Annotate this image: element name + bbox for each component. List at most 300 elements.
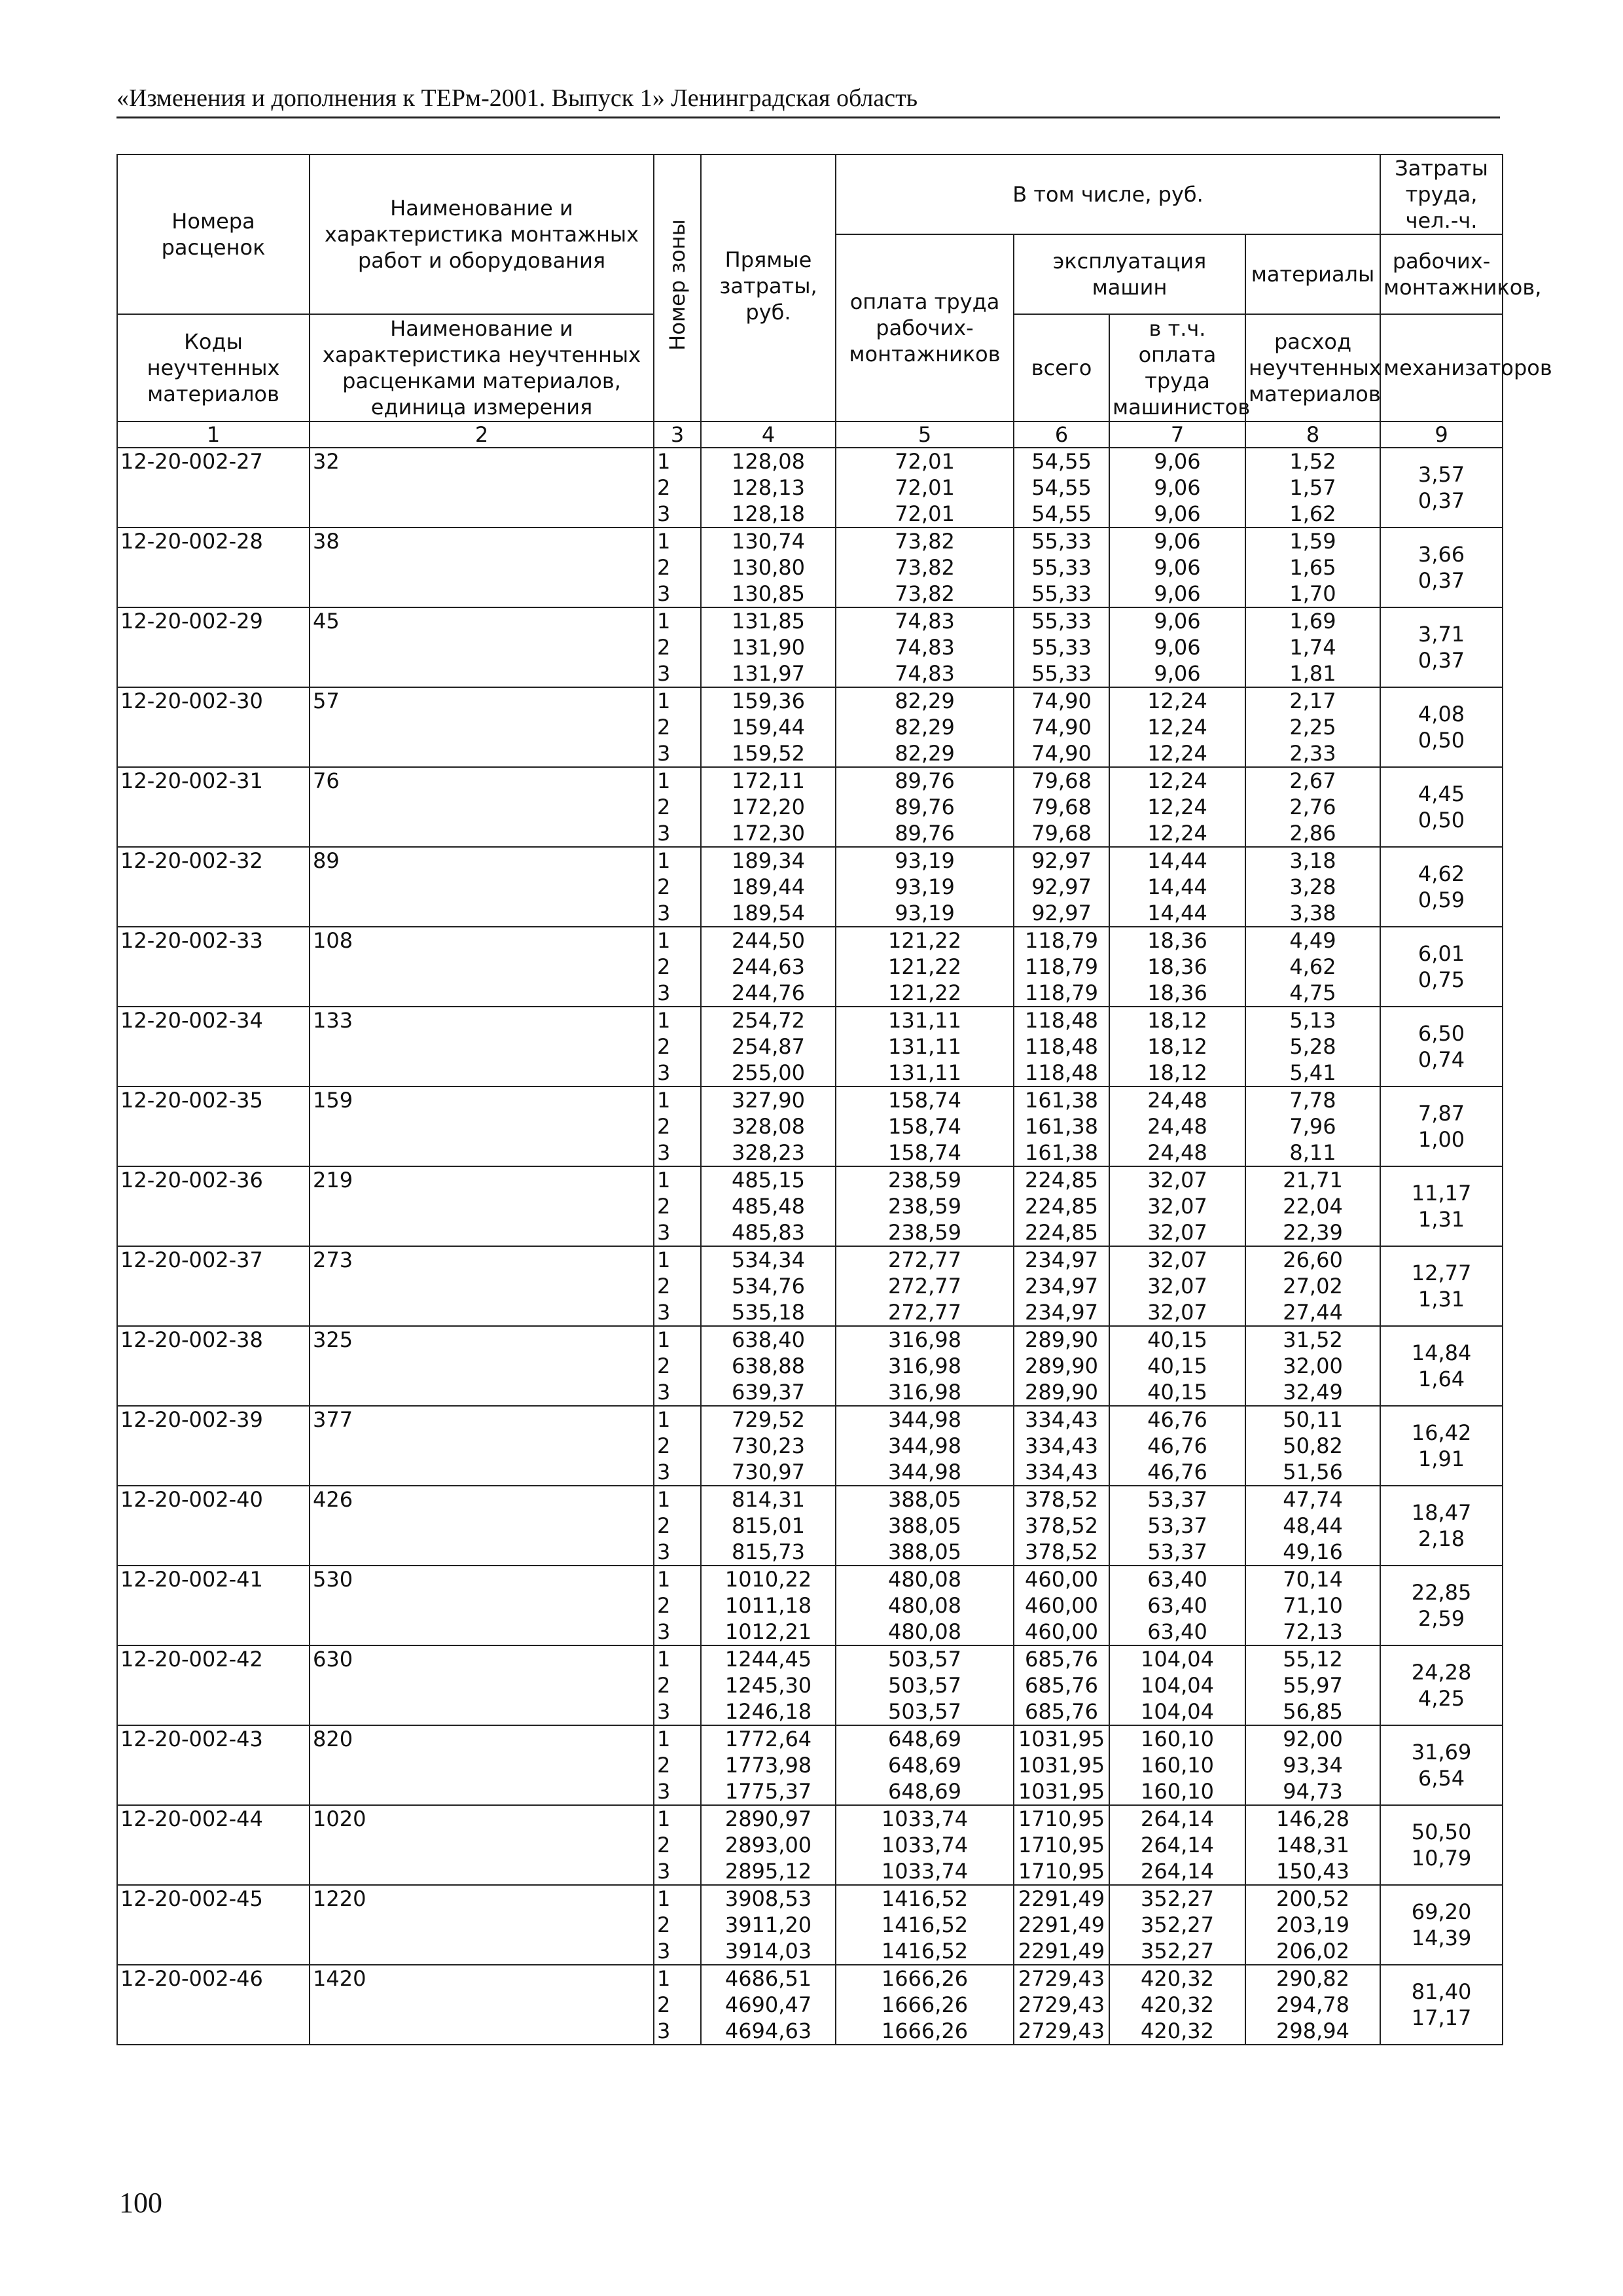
operators-pay: 160,10 xyxy=(1109,1752,1245,1778)
direct-costs: 244,76 xyxy=(701,980,836,1007)
workers-pay: 316,98 xyxy=(836,1353,1014,1379)
direct-costs: 730,97 xyxy=(701,1459,836,1486)
direct-costs: 815,01 xyxy=(701,1513,836,1539)
machine-operation-total: 2291,49 xyxy=(1014,1912,1109,1938)
machine-operation-total: 161,38 xyxy=(1014,1086,1109,1113)
materials-cost: 148,31 xyxy=(1245,1832,1380,1858)
labor-operators: 0,74 xyxy=(1418,1047,1465,1072)
workers-pay: 93,19 xyxy=(836,874,1014,900)
zone-number: 1 xyxy=(654,1805,701,1832)
rate-code: 12-20-002-28 xyxy=(117,528,310,607)
rate-characteristic: 57 xyxy=(310,687,654,767)
direct-costs: 534,34 xyxy=(701,1246,836,1273)
direct-costs: 1246,18 xyxy=(701,1698,836,1725)
table-row xyxy=(117,1566,1503,1592)
labor-workers: 4,62 xyxy=(1418,861,1465,886)
materials-cost: 4,49 xyxy=(1245,927,1380,954)
workers-pay: 89,76 xyxy=(836,820,1014,847)
rate-code: 12-20-002-45 xyxy=(117,1885,310,1965)
labor-operators: 10,79 xyxy=(1411,1846,1472,1871)
operators-pay: 18,12 xyxy=(1109,1060,1245,1086)
operators-pay: 12,24 xyxy=(1109,714,1245,740)
machine-operation-total: 92,97 xyxy=(1014,900,1109,927)
direct-costs: 4686,51 xyxy=(701,1965,836,1992)
zone-number: 2 xyxy=(654,1353,701,1379)
workers-pay: 72,01 xyxy=(836,448,1014,475)
labor-costs xyxy=(1380,1885,1503,1965)
direct-costs: 128,13 xyxy=(701,475,836,501)
rate-characteristic: 426 xyxy=(310,1486,654,1566)
machine-operation-total: 334,43 xyxy=(1014,1406,1109,1433)
column-number: 5 xyxy=(836,422,1014,448)
operators-pay: 40,15 xyxy=(1109,1379,1245,1406)
table-row xyxy=(117,847,1503,874)
materials-cost: 5,28 xyxy=(1245,1033,1380,1060)
materials-cost: 31,52 xyxy=(1245,1326,1380,1353)
materials-cost: 5,41 xyxy=(1245,1060,1380,1086)
direct-costs: 172,30 xyxy=(701,820,836,847)
direct-costs: 2890,97 xyxy=(701,1805,836,1832)
machine-operation-total: 54,55 xyxy=(1014,501,1109,528)
labor-workers: 7,87 xyxy=(1418,1101,1465,1126)
zone-number: 3 xyxy=(654,1698,701,1725)
workers-pay: 93,19 xyxy=(836,847,1014,874)
zone-number: 2 xyxy=(654,954,701,980)
machine-operation-total: 460,00 xyxy=(1014,1566,1109,1592)
zone-number: 2 xyxy=(654,1193,701,1219)
zone-number: 1 xyxy=(654,1406,701,1433)
labor-costs xyxy=(1380,1246,1503,1326)
operators-pay: 32,07 xyxy=(1109,1193,1245,1219)
operators-pay: 9,06 xyxy=(1109,528,1245,554)
labor-workers: 24,28 xyxy=(1411,1660,1472,1685)
zone-number: 1 xyxy=(654,1007,701,1033)
table-row xyxy=(117,1645,1503,1672)
header-workers-labor: рабочих-монтажников, xyxy=(1380,234,1503,314)
workers-pay: 1033,74 xyxy=(836,1832,1014,1858)
rate-characteristic: 325 xyxy=(310,1326,654,1406)
table-row xyxy=(117,1965,1503,1992)
operators-pay: 160,10 xyxy=(1109,1725,1245,1752)
rate-group xyxy=(117,1086,1503,1166)
operators-pay: 12,24 xyxy=(1109,740,1245,767)
rate-group xyxy=(117,1885,1503,1965)
table-row xyxy=(117,528,1503,554)
labor-workers: 50,50 xyxy=(1411,1820,1472,1844)
workers-pay: 480,08 xyxy=(836,1592,1014,1619)
header-name-top: Наименование и характеристика монтажных работ и оборудования xyxy=(310,154,654,314)
rate-code: 12-20-002-30 xyxy=(117,687,310,767)
labor-workers: 6,50 xyxy=(1418,1021,1465,1046)
column-number: 1 xyxy=(117,422,310,448)
table-row xyxy=(117,767,1503,794)
table-row xyxy=(117,1007,1503,1033)
operators-pay: 352,27 xyxy=(1109,1885,1245,1912)
table-header xyxy=(117,154,1552,422)
rate-group xyxy=(117,687,1503,767)
machine-operation-total: 685,76 xyxy=(1014,1698,1109,1725)
rate-characteristic: 45 xyxy=(310,607,654,687)
zone-number: 1 xyxy=(654,448,701,475)
zone-number: 2 xyxy=(654,1672,701,1698)
labor-workers: 18,47 xyxy=(1411,1500,1472,1525)
rate-group xyxy=(117,1007,1503,1086)
rate-code: 12-20-002-32 xyxy=(117,847,310,927)
machine-operation-total: 2729,43 xyxy=(1014,1992,1109,2018)
labor-costs xyxy=(1380,528,1503,607)
zone-number: 3 xyxy=(654,1060,701,1086)
column-numbers-row xyxy=(117,422,1503,448)
rate-code: 12-20-002-44 xyxy=(117,1805,310,1885)
materials-cost: 22,39 xyxy=(1245,1219,1380,1246)
operators-pay: 9,06 xyxy=(1109,607,1245,634)
column-number: 6 xyxy=(1014,422,1109,448)
rate-characteristic: 820 xyxy=(310,1725,654,1805)
machine-operation-total: 1031,95 xyxy=(1014,1778,1109,1805)
workers-pay: 1033,74 xyxy=(836,1805,1014,1832)
labor-costs xyxy=(1380,1805,1503,1885)
machine-operation-total: 685,76 xyxy=(1014,1672,1109,1698)
operators-pay: 352,27 xyxy=(1109,1938,1245,1965)
materials-cost: 21,71 xyxy=(1245,1166,1380,1193)
direct-costs: 131,97 xyxy=(701,660,836,687)
workers-pay: 89,76 xyxy=(836,767,1014,794)
workers-pay: 272,77 xyxy=(836,1246,1014,1273)
materials-cost: 1,52 xyxy=(1245,448,1380,475)
machine-operation-total: 55,33 xyxy=(1014,528,1109,554)
column-number: 7 xyxy=(1109,422,1245,448)
labor-workers: 4,45 xyxy=(1418,781,1465,806)
direct-costs: 1011,18 xyxy=(701,1592,836,1619)
workers-pay: 316,98 xyxy=(836,1326,1014,1353)
rate-characteristic: 89 xyxy=(310,847,654,927)
machine-operation-total: 54,55 xyxy=(1014,475,1109,501)
labor-workers: 69,20 xyxy=(1411,1899,1472,1924)
labor-operators: 14,39 xyxy=(1411,1926,1472,1950)
materials-cost: 50,82 xyxy=(1245,1433,1380,1459)
labor-costs xyxy=(1380,847,1503,927)
direct-costs: 729,52 xyxy=(701,1406,836,1433)
direct-costs: 638,88 xyxy=(701,1353,836,1379)
direct-costs: 730,23 xyxy=(701,1433,836,1459)
zone-number: 2 xyxy=(654,475,701,501)
operators-pay: 264,14 xyxy=(1109,1832,1245,1858)
rate-characteristic: 159 xyxy=(310,1086,654,1166)
workers-pay: 1666,26 xyxy=(836,1965,1014,1992)
materials-cost: 55,97 xyxy=(1245,1672,1380,1698)
zone-number: 1 xyxy=(654,1246,701,1273)
operators-pay: 63,40 xyxy=(1109,1592,1245,1619)
direct-costs: 244,50 xyxy=(701,927,836,954)
direct-costs: 159,36 xyxy=(701,687,836,714)
header-labor-costs: Затраты труда, чел.-ч. xyxy=(1380,154,1503,234)
operators-pay: 46,76 xyxy=(1109,1459,1245,1486)
zone-number: 3 xyxy=(654,820,701,847)
rate-characteristic: 1420 xyxy=(310,1965,654,2045)
workers-pay: 89,76 xyxy=(836,794,1014,820)
workers-pay: 1033,74 xyxy=(836,1858,1014,1885)
machine-operation-total: 2291,49 xyxy=(1014,1938,1109,1965)
rate-code: 12-20-002-31 xyxy=(117,767,310,847)
machine-operation-total: 2729,43 xyxy=(1014,2018,1109,2045)
materials-cost: 49,16 xyxy=(1245,1539,1380,1566)
rate-group xyxy=(117,1965,1503,2045)
header-operators-labor: механизаторов xyxy=(1380,314,1503,422)
workers-pay: 82,29 xyxy=(836,740,1014,767)
machine-operation-total: 55,33 xyxy=(1014,660,1109,687)
workers-pay: 388,05 xyxy=(836,1486,1014,1513)
machine-operation-total: 378,52 xyxy=(1014,1513,1109,1539)
workers-pay: 648,69 xyxy=(836,1725,1014,1752)
labor-operators: 17,17 xyxy=(1411,2005,1472,2030)
materials-cost: 7,78 xyxy=(1245,1086,1380,1113)
workers-pay: 82,29 xyxy=(836,714,1014,740)
machine-operation-total: 334,43 xyxy=(1014,1433,1109,1459)
operators-pay: 53,37 xyxy=(1109,1539,1245,1566)
materials-cost: 51,56 xyxy=(1245,1459,1380,1486)
workers-pay: 1416,52 xyxy=(836,1912,1014,1938)
materials-cost: 70,14 xyxy=(1245,1566,1380,1592)
operators-pay: 32,07 xyxy=(1109,1246,1245,1273)
materials-cost: 47,74 xyxy=(1245,1486,1380,1513)
rate-group xyxy=(117,1166,1503,1246)
column-number: 9 xyxy=(1380,422,1503,448)
header-total: всего xyxy=(1014,314,1109,422)
workers-pay: 344,98 xyxy=(836,1406,1014,1433)
materials-cost: 55,12 xyxy=(1245,1645,1380,1672)
direct-costs: 2895,12 xyxy=(701,1858,836,1885)
zone-number: 3 xyxy=(654,2018,701,2045)
zone-number: 2 xyxy=(654,794,701,820)
labor-operators: 4,25 xyxy=(1418,1686,1465,1711)
machine-operation-total: 79,68 xyxy=(1014,767,1109,794)
workers-pay: 388,05 xyxy=(836,1539,1014,1566)
rates-table xyxy=(116,154,1552,2045)
zone-number: 3 xyxy=(654,1778,701,1805)
zone-number: 1 xyxy=(654,607,701,634)
rate-code: 12-20-002-34 xyxy=(117,1007,310,1086)
machine-operation-total: 1710,95 xyxy=(1014,1858,1109,1885)
rate-group xyxy=(117,528,1503,607)
labor-costs xyxy=(1380,1725,1503,1805)
direct-costs: 3911,20 xyxy=(701,1912,836,1938)
machine-operation-total: 289,90 xyxy=(1014,1326,1109,1353)
workers-pay: 503,57 xyxy=(836,1698,1014,1725)
zone-number: 1 xyxy=(654,1965,701,1992)
machine-operation-total: 2729,43 xyxy=(1014,1965,1109,1992)
table-row xyxy=(117,1486,1503,1513)
direct-costs: 130,85 xyxy=(701,581,836,607)
labor-workers: 16,42 xyxy=(1411,1420,1472,1445)
operators-pay: 9,06 xyxy=(1109,448,1245,475)
operators-pay: 24,48 xyxy=(1109,1086,1245,1113)
materials-cost: 50,11 xyxy=(1245,1406,1380,1433)
workers-pay: 72,01 xyxy=(836,475,1014,501)
zone-number: 3 xyxy=(654,660,701,687)
materials-cost: 27,44 xyxy=(1245,1299,1380,1326)
rate-group xyxy=(117,448,1503,528)
operators-pay: 24,48 xyxy=(1109,1113,1245,1139)
machine-operation-total: 378,52 xyxy=(1014,1486,1109,1513)
rate-code: 12-20-002-43 xyxy=(117,1725,310,1805)
direct-costs: 172,11 xyxy=(701,767,836,794)
materials-cost: 92,00 xyxy=(1245,1725,1380,1752)
machine-operation-total: 1031,95 xyxy=(1014,1725,1109,1752)
labor-operators: 0,50 xyxy=(1418,808,1465,833)
rate-characteristic: 377 xyxy=(310,1406,654,1486)
materials-cost: 203,19 xyxy=(1245,1912,1380,1938)
zone-number: 3 xyxy=(654,501,701,528)
rate-group xyxy=(117,1406,1503,1486)
operators-pay: 18,36 xyxy=(1109,954,1245,980)
machine-operation-total: 224,85 xyxy=(1014,1193,1109,1219)
operators-pay: 14,44 xyxy=(1109,874,1245,900)
operators-pay: 18,36 xyxy=(1109,980,1245,1007)
operators-pay: 12,24 xyxy=(1109,794,1245,820)
zone-number: 2 xyxy=(654,634,701,660)
rate-group xyxy=(117,1566,1503,1645)
labor-workers: 6,01 xyxy=(1418,941,1465,966)
zone-number: 2 xyxy=(654,554,701,581)
materials-cost: 1,59 xyxy=(1245,528,1380,554)
operators-pay: 12,24 xyxy=(1109,767,1245,794)
materials-cost: 71,10 xyxy=(1245,1592,1380,1619)
labor-costs xyxy=(1380,1965,1503,2045)
materials-cost: 1,62 xyxy=(1245,501,1380,528)
materials-cost: 2,25 xyxy=(1245,714,1380,740)
materials-cost: 8,11 xyxy=(1245,1139,1380,1166)
machine-operation-total: 1031,95 xyxy=(1014,1752,1109,1778)
direct-costs: 189,34 xyxy=(701,847,836,874)
operators-pay: 18,12 xyxy=(1109,1007,1245,1033)
table-row xyxy=(117,1246,1503,1273)
materials-cost: 7,96 xyxy=(1245,1113,1380,1139)
labor-costs xyxy=(1380,767,1503,847)
zone-number: 3 xyxy=(654,1139,701,1166)
workers-pay: 158,74 xyxy=(836,1113,1014,1139)
materials-cost: 2,67 xyxy=(1245,767,1380,794)
zone-number: 2 xyxy=(654,874,701,900)
direct-costs: 1245,30 xyxy=(701,1672,836,1698)
materials-cost: 1,81 xyxy=(1245,660,1380,687)
operators-pay: 420,32 xyxy=(1109,1992,1245,2018)
machine-operation-total: 224,85 xyxy=(1014,1166,1109,1193)
labor-costs xyxy=(1380,607,1503,687)
labor-operators: 2,18 xyxy=(1418,1526,1465,1551)
workers-pay: 121,22 xyxy=(836,980,1014,1007)
labor-workers: 3,71 xyxy=(1418,622,1465,647)
rate-characteristic: 1220 xyxy=(310,1885,654,1965)
materials-cost: 94,73 xyxy=(1245,1778,1380,1805)
direct-costs: 638,40 xyxy=(701,1326,836,1353)
labor-costs xyxy=(1380,927,1503,1007)
header-materials: материалы xyxy=(1245,234,1380,314)
machine-operation-total: 55,33 xyxy=(1014,581,1109,607)
materials-cost: 3,28 xyxy=(1245,874,1380,900)
rate-characteristic: 38 xyxy=(310,528,654,607)
operators-pay: 352,27 xyxy=(1109,1912,1245,1938)
operators-pay: 32,07 xyxy=(1109,1219,1245,1246)
table-row xyxy=(117,1406,1503,1433)
direct-costs: 534,76 xyxy=(701,1273,836,1299)
labor-operators: 1,31 xyxy=(1418,1207,1465,1232)
workers-pay: 158,74 xyxy=(836,1139,1014,1166)
machine-operation-total: 1710,95 xyxy=(1014,1832,1109,1858)
workers-pay: 74,83 xyxy=(836,634,1014,660)
zone-number: 3 xyxy=(654,1379,701,1406)
workers-pay: 74,83 xyxy=(836,607,1014,634)
table-row xyxy=(117,1885,1503,1912)
operators-pay: 9,06 xyxy=(1109,634,1245,660)
rate-code: 12-20-002-41 xyxy=(117,1566,310,1645)
workers-pay: 1416,52 xyxy=(836,1938,1014,1965)
machine-operation-total: 234,97 xyxy=(1014,1299,1109,1326)
header-codes-unaccounted: Коды неучтенных материалов xyxy=(117,314,310,422)
machine-operation-total: 54,55 xyxy=(1014,448,1109,475)
labor-operators: 0,37 xyxy=(1418,488,1465,513)
zone-number: 1 xyxy=(654,1645,701,1672)
machine-operation-total: 79,68 xyxy=(1014,820,1109,847)
materials-cost: 32,49 xyxy=(1245,1379,1380,1406)
workers-pay: 238,59 xyxy=(836,1193,1014,1219)
direct-costs: 2893,00 xyxy=(701,1832,836,1858)
machine-operation-total: 118,48 xyxy=(1014,1007,1109,1033)
direct-costs: 485,48 xyxy=(701,1193,836,1219)
labor-costs xyxy=(1380,1566,1503,1645)
zone-number: 2 xyxy=(654,1033,701,1060)
direct-costs: 485,15 xyxy=(701,1166,836,1193)
operators-pay: 264,14 xyxy=(1109,1858,1245,1885)
operators-pay: 160,10 xyxy=(1109,1778,1245,1805)
machine-operation-total: 685,76 xyxy=(1014,1645,1109,1672)
direct-costs: 4690,47 xyxy=(701,1992,836,2018)
table-row xyxy=(117,687,1503,714)
direct-costs: 639,37 xyxy=(701,1379,836,1406)
workers-pay: 1666,26 xyxy=(836,1992,1014,2018)
labor-workers: 12,77 xyxy=(1411,1261,1472,1285)
operators-pay: 9,06 xyxy=(1109,475,1245,501)
direct-costs: 814,31 xyxy=(701,1486,836,1513)
header-zone-number xyxy=(654,154,701,422)
zone-number: 1 xyxy=(654,1166,701,1193)
labor-operators: 6,54 xyxy=(1418,1766,1465,1791)
direct-costs: 130,74 xyxy=(701,528,836,554)
rate-code: 12-20-002-40 xyxy=(117,1486,310,1566)
zone-number: 2 xyxy=(654,1592,701,1619)
workers-pay: 121,22 xyxy=(836,927,1014,954)
workers-pay: 344,98 xyxy=(836,1433,1014,1459)
operators-pay: 46,76 xyxy=(1109,1406,1245,1433)
zone-number: 1 xyxy=(654,1566,701,1592)
rate-characteristic: 530 xyxy=(310,1566,654,1645)
operators-pay: 32,07 xyxy=(1109,1273,1245,1299)
operators-pay: 32,07 xyxy=(1109,1299,1245,1326)
labor-costs xyxy=(1380,687,1503,767)
operators-pay: 53,37 xyxy=(1109,1486,1245,1513)
operators-pay: 14,44 xyxy=(1109,847,1245,874)
direct-costs: 3914,03 xyxy=(701,1938,836,1965)
direct-costs: 485,83 xyxy=(701,1219,836,1246)
machine-operation-total: 92,97 xyxy=(1014,847,1109,874)
materials-cost: 3,38 xyxy=(1245,900,1380,927)
operators-pay: 18,36 xyxy=(1109,927,1245,954)
header-incl-operator-pay: в т.ч. оплата труда машинистов xyxy=(1109,314,1245,422)
materials-cost: 2,76 xyxy=(1245,794,1380,820)
labor-costs xyxy=(1380,448,1503,528)
workers-pay: 131,11 xyxy=(836,1033,1014,1060)
zone-number: 1 xyxy=(654,1885,701,1912)
column-number: 8 xyxy=(1245,422,1380,448)
